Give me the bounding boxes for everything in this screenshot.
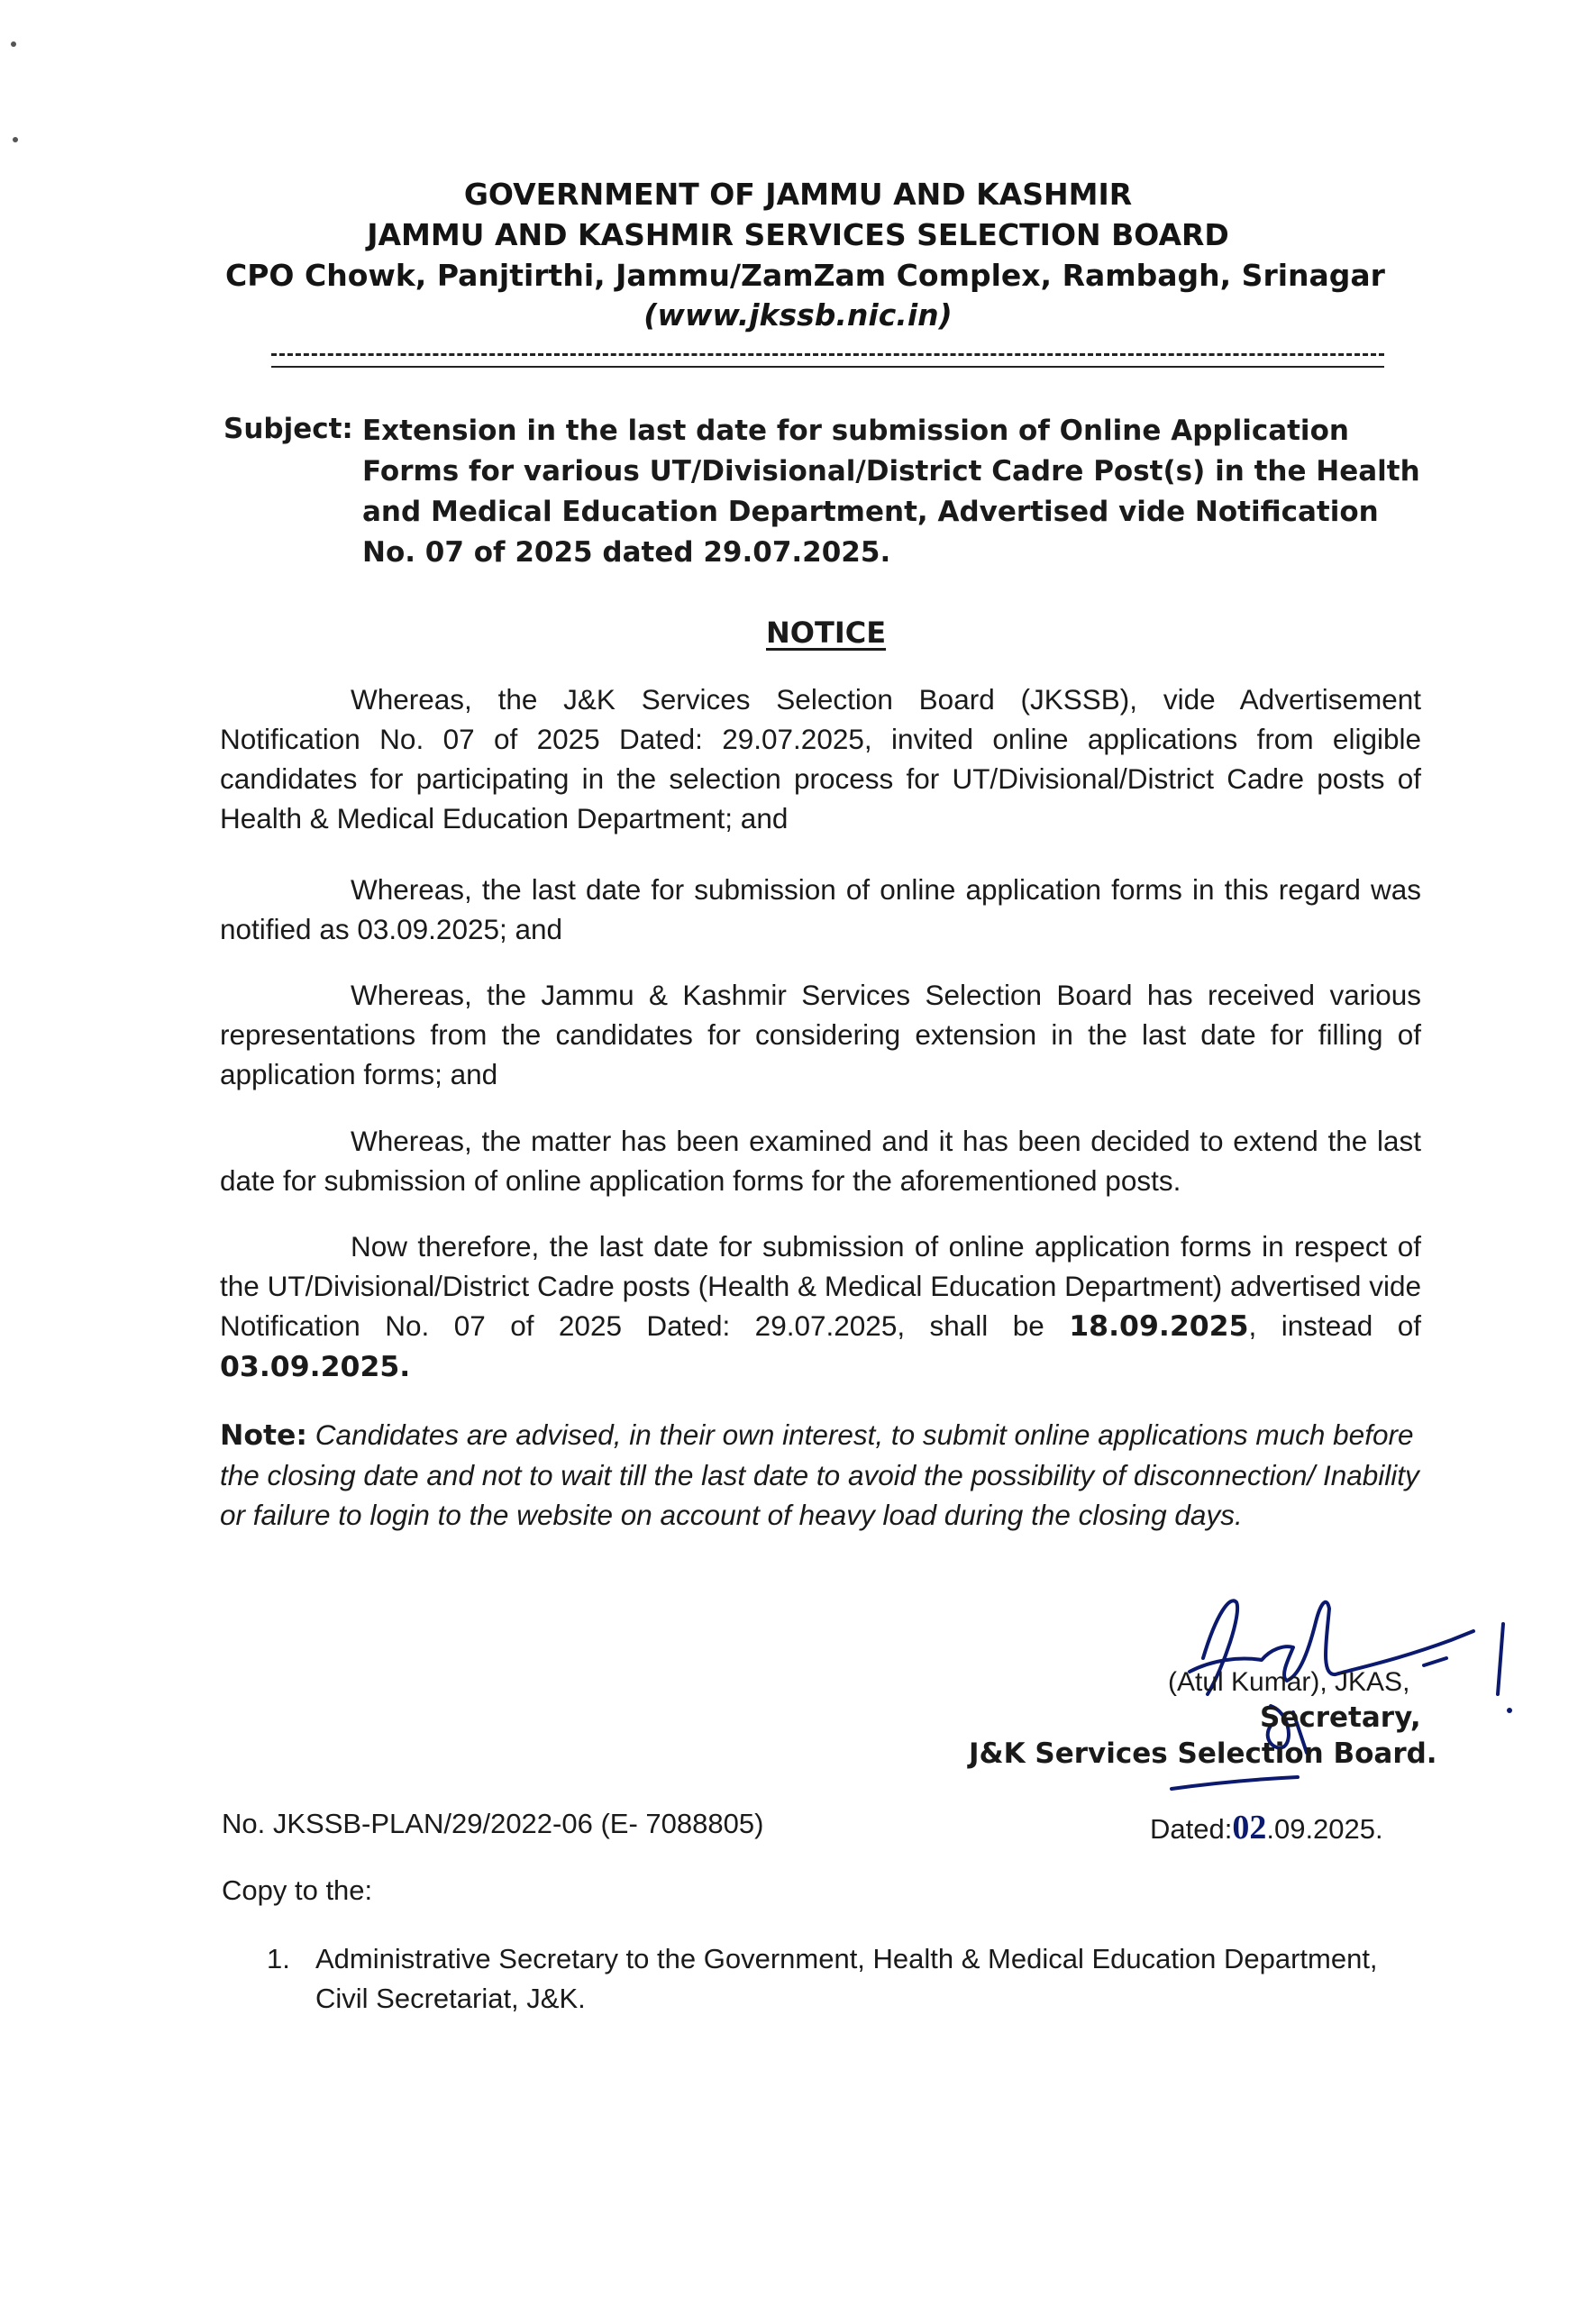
scan-speck — [13, 137, 18, 142]
signatory-title: Secretary, — [1260, 1701, 1421, 1734]
paragraph-4: Whereas, the matter has been examined and it has been decided to extend the last date for submission of online application forms for the aforementioned posts. — [220, 1125, 1421, 1197]
signatory-name: (Atul Kumar), JKAS, — [1168, 1667, 1410, 1697]
copy-item-number: 1. — [267, 1943, 290, 1974]
signatory-organization: J&K Services Selection Board. — [969, 1737, 1437, 1770]
paragraph-5 — [220, 1226, 1421, 1387]
header-address: CPO Chowk, Panjtirthi, Jammu/ZamZam Complex, Rambagh, Srinagar — [225, 258, 1385, 293]
reference-date — [1150, 1808, 1383, 1847]
old-last-date: 03.09.2025. — [220, 1351, 411, 1383]
paragraph-3: Whereas, the Jammu & Kashmir Services Selection Board has received various representations from the candidates for considering extension in the last date for filling of application forms; and — [220, 979, 1421, 1090]
note-label: Note: — [220, 1419, 308, 1452]
subject-text: Extension in the last date for submission of Online Application Forms for various UT/Divisional/District Cadre Post(s) in the Health and Medical Education Department, Advertised vide Notification No. 07 of 2025 dated 29.07.2025. — [362, 415, 1420, 569]
copy-item-text: Administrative Secretary to the Government, Health & Medical Education Department, Civil Secretariat, J&K. — [315, 1943, 1378, 2014]
header-government: GOVERNMENT OF JAMMU AND KASHMIR — [463, 177, 1133, 212]
notice-title: NOTICE — [766, 616, 887, 650]
note-text: Candidates are advised, in their own interest, to submit online applications much before the closing date and not to wait till the last date to avoid the possibility of disconnection/ Inability or failure to login to the website on account of heavy load during the closing days. — [220, 1418, 1419, 1531]
paragraph-5-mid: , instead of — [1248, 1309, 1421, 1342]
note — [220, 1415, 1421, 1535]
reference-number: No. JKSSB-PLAN/29/2022-06 (E- 7088805) — [222, 1808, 764, 1839]
paragraph-5-start: Now therefore, the last date for submission of online application forms in respect of the UT/Divisional/District Cadre posts (Health & Medical Education Department) advertised vide Notification No. 07 of 2025 Dated: 29.07.2025, shall be — [220, 1230, 1421, 1342]
header-divider-dashed — [271, 353, 1384, 356]
paragraph-2: Whereas, the last date for submission of online application forms in this regard was notified as 03.09.2025; and — [220, 873, 1421, 945]
copy-heading: Copy to the: — [222, 1874, 373, 1906]
new-last-date: 18.09.2025 — [1069, 1310, 1249, 1343]
date-rest: .09.2025. — [1266, 1813, 1383, 1845]
header-divider-solid — [271, 366, 1384, 368]
date-label: Dated: — [1150, 1813, 1233, 1845]
scan-speck — [11, 41, 16, 47]
header-board: JAMMU AND KASHMIR SERVICES SELECTION BOARD — [367, 217, 1229, 252]
subject-label: Subject: — [223, 413, 353, 445]
paragraph-1: Whereas, the J&K Services Selection Board (JKSSB), vide Advertisement Notification No. 07 of 2025 Dated: 29.07.2025, invited online applications from eligible candidates for participating in the selection process for UT/Divisional/District Cadre posts of Health & Medical Education Department; and — [220, 683, 1421, 834]
header-website: (www.jkssb.nic.in) — [643, 297, 953, 333]
date-day-handwritten: 02 — [1232, 1809, 1267, 1847]
